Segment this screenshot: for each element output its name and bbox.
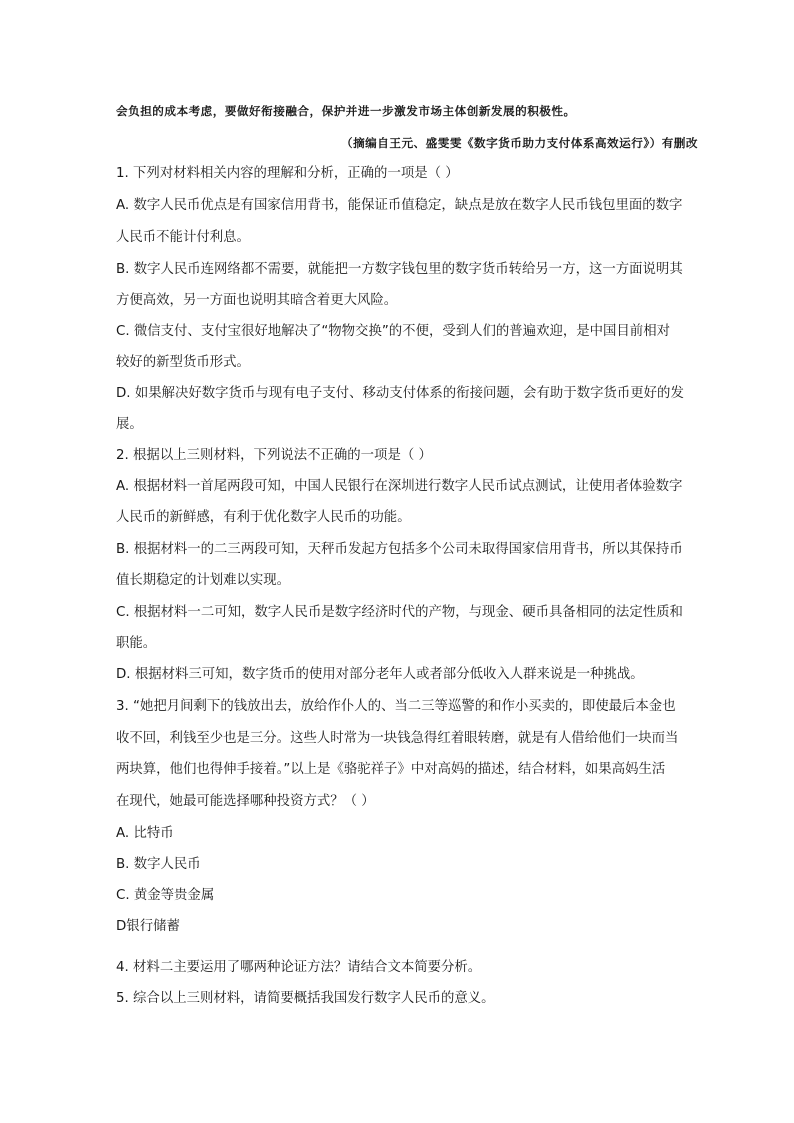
q1-option-a-line2: 人民币不能计付利息。 <box>116 230 250 245</box>
question-4-stem: 4. 材料二主要运用了哪两种论证方法？请结合文本简要分析。 <box>116 960 482 975</box>
question-3-stem-line4: 在现代，她最可能选择哪种投资方式？（ ） <box>116 794 375 809</box>
q2-option-c-line1: C. 根据材料一二可知，数字人民币是数字经济时代的产物，与现金、硬币具备相同的法定性质和 <box>116 605 683 620</box>
question-5-stem: 5. 综合以上三则材料，请简要概括我国发行数字人民币的意义。 <box>116 991 495 1006</box>
question-3-stem-line1: 3. “她把月间剩下的钱放出去，放给作仆人的、当二三等巡警的和作小买卖的，即使最后本金也 <box>116 699 676 714</box>
passage-source: （摘编自王元、盛雯雯《数字货币助力支付体系高效运行》）有删改 <box>340 136 698 150</box>
q1-option-b-line1: B. 数字人民币连网络都不需要，就能把一方数字钱包里的数字货币转给另一方，这一方面说明其 <box>116 262 683 277</box>
q3-option-d: D银行储蓄 <box>116 919 180 934</box>
question-1-stem: 1. 下列对材料相关内容的理解和分析，正确的一项是（ ） <box>116 166 459 181</box>
q2-option-d-line1: D. 根据材料三可知，数字货币的使用对部分老年人或者部分低收入人群来说是一种挑战。 <box>116 667 644 682</box>
q3-option-c: C. 黄金等贵金属 <box>116 888 215 903</box>
q2-option-c-line2: 职能。 <box>116 636 157 651</box>
q1-option-d-line2: 展。 <box>116 417 143 432</box>
q2-option-a-line1: A. 根据材料一首尾两段可知，中国人民银行在深圳进行数字人民币试点测试，让使用者体验数字 <box>116 479 683 494</box>
q2-option-a-line2: 人民币的新鲜感，有利于优化数字人民币的功能。 <box>116 510 411 525</box>
q1-option-b-line2: 方便高效，另一方面也说明其暗含着更大风险。 <box>116 293 398 308</box>
question-3-stem-line2: 收不回，利钱至少也是三分。这些人时常为一块钱急得红着眼转磨，就是有人借给他们一块而当 <box>116 731 679 746</box>
q1-option-c-line2: 较好的新型货币形式。 <box>116 355 250 370</box>
q3-option-b: B. 数字人民币 <box>116 857 201 872</box>
q1-option-a-line1: A. 数字人民币优点是有国家信用背书，能保证币值稳定，缺点是放在数字人民币钱包里面的数字 <box>116 198 683 213</box>
question-3-stem-line3: 两块算，他们也得伸手接着。”以上是《骆驼祥子》中对高妈的描述，结合材料，如果高妈生活 <box>116 762 666 777</box>
q1-option-c-line1: C. 微信支付、支付宝很好地解决了“物物交换”的不便，受到人们的普遍欢迎，是中国目前相对 <box>116 324 670 339</box>
q2-option-b-line1: B. 根据材料一的二三两段可知，天秤币发起方包括多个公司未取得国家信用背书，所以其保持币 <box>116 542 683 557</box>
question-2-stem: 2. 根据以上三则材料，下列说法不正确的一项是（ ） <box>116 448 432 463</box>
passage-last-line: 会负担的成本考虑，要做好衔接融合，保护并进一步激发市场主体创新发展的积极性。 <box>116 104 576 118</box>
q3-option-a: A. 比特币 <box>116 826 174 841</box>
q2-option-b-line2: 值长期稳定的计划难以实现。 <box>116 573 291 588</box>
q1-option-d-line1: D. 如果解决好数字货币与现有电子支付、移动支付体系的衔接问题，会有助于数字货币更好的发 <box>116 386 684 401</box>
